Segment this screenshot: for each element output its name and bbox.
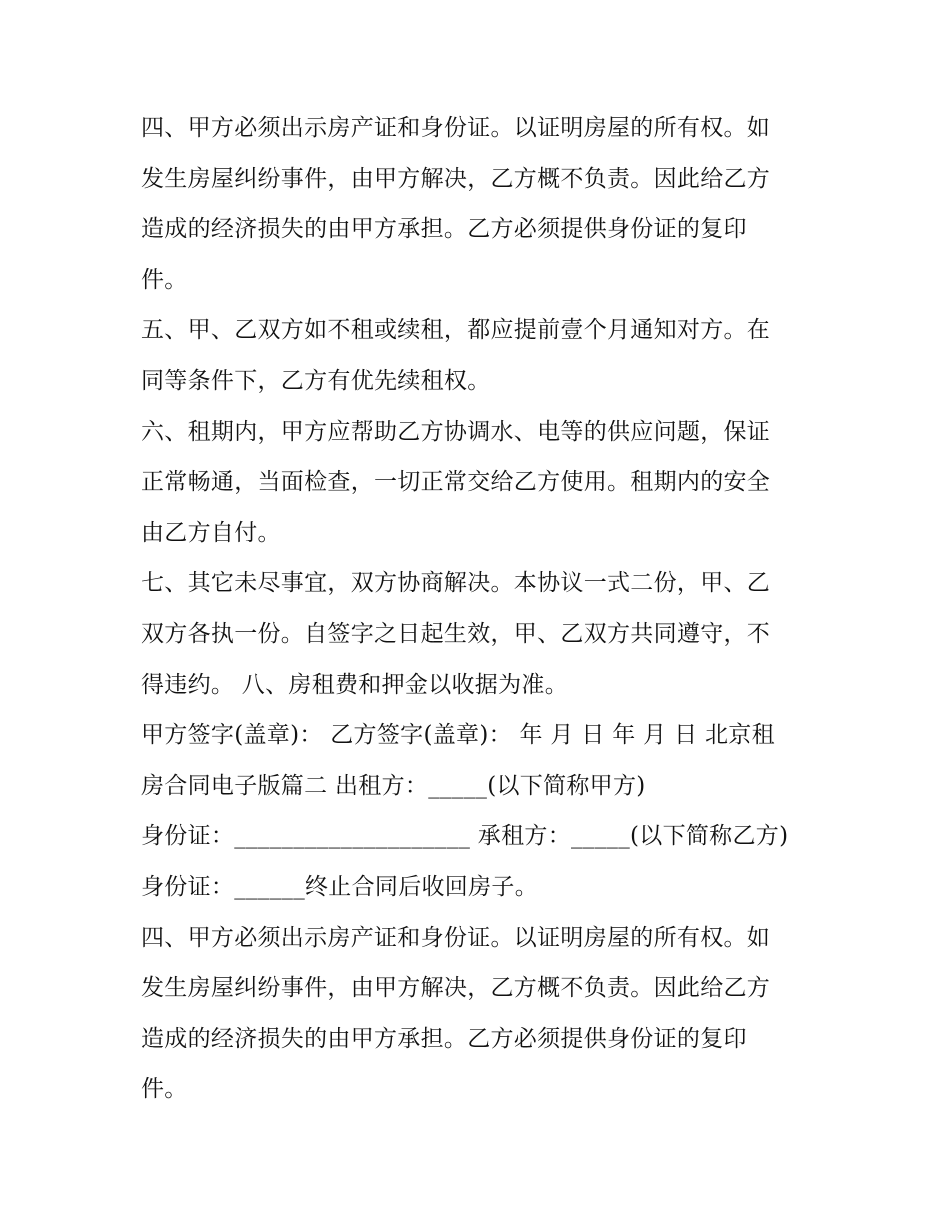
text-line: 甲方签字(盖章)： 乙方签字(盖章)： 年 月 日 年 月 日 北京租 bbox=[141, 722, 775, 749]
text-line: 四、甲方必须出示房产证和身份证。以证明房屋的所有权。如 bbox=[141, 924, 771, 951]
text-line: 身份证：____________________ 承租方：_____(以下简称乙方) bbox=[141, 823, 789, 850]
text-line: 房合同电子版篇二 出租方：_____(以下简称甲方) bbox=[141, 772, 646, 799]
text-line: 发生房屋纠纷事件，由甲方解决，乙方概不负责。因此给乙方 bbox=[141, 165, 771, 192]
text-line: 双方各执一份。自签字之日起生效，甲、乙双方共同遵守，不 bbox=[141, 620, 771, 647]
text-line: 件。 bbox=[141, 1076, 188, 1103]
text-line: 得违约。 八、房租费和押金以收据为准。 bbox=[141, 671, 569, 698]
text-line: 发生房屋纠纷事件，由甲方解决，乙方概不负责。因此给乙方 bbox=[141, 975, 771, 1002]
text-line: 同等条件下，乙方有优先续租权。 bbox=[141, 367, 491, 394]
text-line: 七、其它未尽事宜，双方协商解决。本协议一式二份，甲、乙 bbox=[141, 570, 771, 597]
document-body bbox=[141, 103, 821, 1115]
text-line: 五、甲、乙双方如不租或续租，都应提前壹个月通知对方。在 bbox=[141, 317, 771, 344]
text-line: 件。 bbox=[141, 266, 188, 293]
text-line: 身份证：______终止合同后收回房子。 bbox=[141, 873, 538, 900]
text-line: 正常畅通，当面检查，一切正常交给乙方使用。租期内的安全 bbox=[141, 469, 771, 496]
text-line: 四、甲方必须出示房产证和身份证。以证明房屋的所有权。如 bbox=[141, 115, 771, 141]
text-line: 由乙方自付。 bbox=[141, 519, 281, 546]
text-line: 六、租期内，甲方应帮助乙方协调水、电等的供应问题，保证 bbox=[141, 418, 771, 445]
text-line: 造成的经济损失的由甲方承担。乙方必须提供身份证的复印 bbox=[141, 216, 747, 243]
text-line: 造成的经济损失的由甲方承担。乙方必须提供身份证的复印 bbox=[141, 1025, 747, 1052]
